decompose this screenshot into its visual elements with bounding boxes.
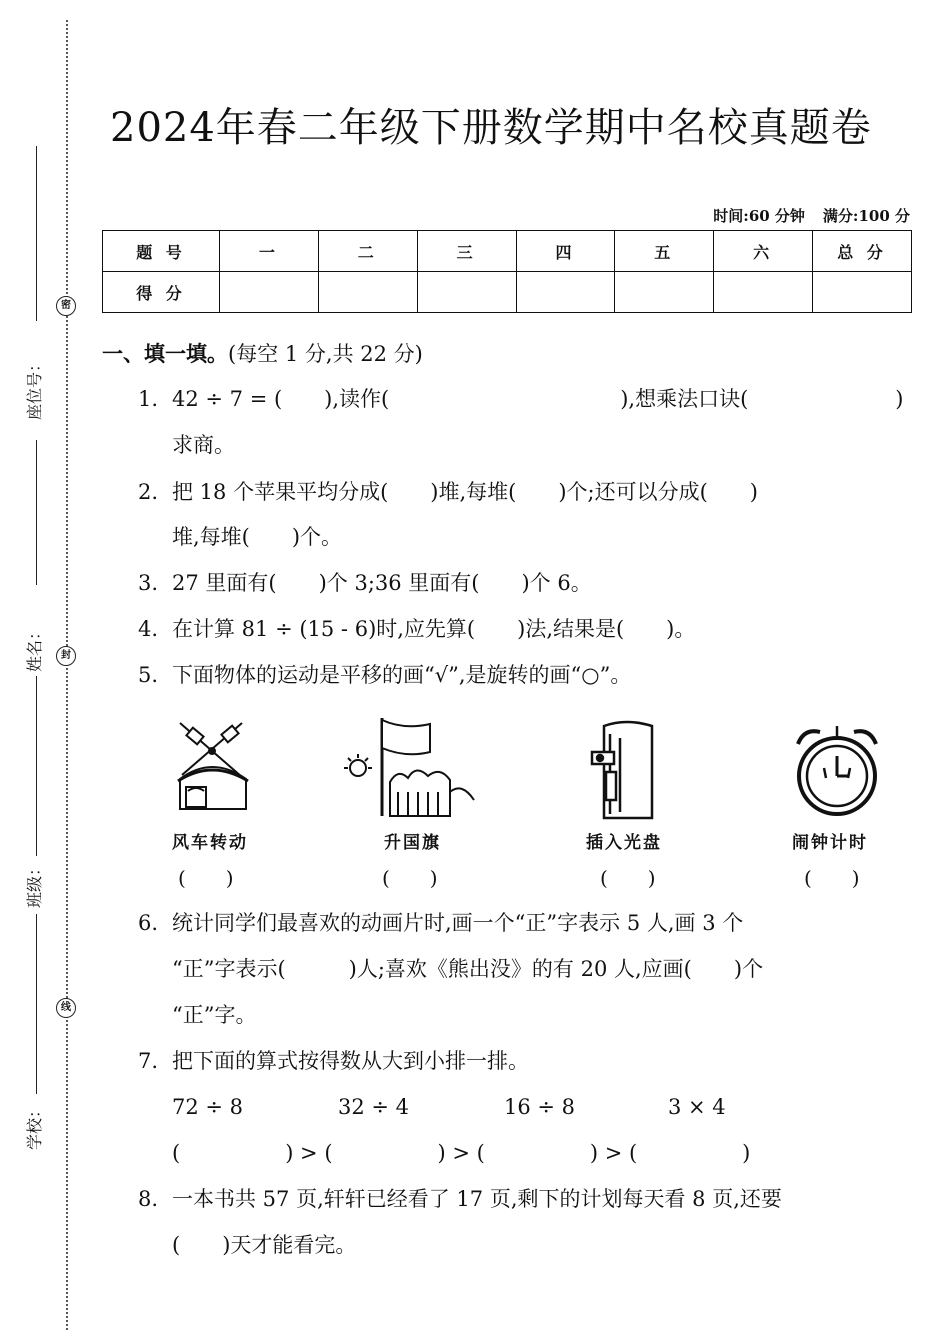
score-table-header-row xyxy=(103,231,912,272)
seal-xian: 线 xyxy=(56,998,76,1018)
q1-line1: 42 ÷ 7 = ( ),读作( ),想乘法口诀( ) xyxy=(172,387,904,411)
q8-line2: ( )天才能看完。 xyxy=(172,1233,357,1257)
score-header-cell: 五 xyxy=(615,231,714,272)
q8-line1: 一本书共 57 页,轩轩已经看了 17 页,剩下的计划每天看 8 页,还要 xyxy=(172,1187,782,1211)
score-header-cell: 三 xyxy=(417,231,516,272)
seat-line xyxy=(36,146,37,321)
score-table-score-row xyxy=(103,272,912,313)
q6-line2: “正”字表示( )人;喜欢《熊出没》的有 20 人,应画( )个 xyxy=(172,957,764,981)
q5-number: 5. xyxy=(138,663,159,687)
flag-icon xyxy=(342,712,482,820)
score-cell[interactable] xyxy=(318,272,417,313)
q1-number: 1. xyxy=(138,387,159,411)
seat-label: 座位号： xyxy=(25,355,44,420)
q5-item-label: 升国旗 xyxy=(384,833,441,853)
score-cell[interactable] xyxy=(516,272,615,313)
class-label: 班级： xyxy=(25,859,44,908)
q6-number: 6. xyxy=(138,911,159,935)
binding-dotted-line xyxy=(66,20,68,1330)
q2-line1: 把 18 个苹果平均分成( )堆,每堆( )个;还可以分成( ) xyxy=(172,480,758,504)
windmill-icon xyxy=(168,715,258,815)
score-cell[interactable] xyxy=(714,272,813,313)
score-table xyxy=(102,230,912,313)
name-label: 姓名： xyxy=(25,623,44,672)
q5-answer-blank[interactable]: ( ) xyxy=(178,866,234,890)
alarm-clock-icon xyxy=(792,722,882,822)
q7-line1: 把下面的算式按得数从大到小排一排。 xyxy=(172,1049,529,1073)
q2-number: 2. xyxy=(138,480,159,504)
q5-item-label: 插入光盘 xyxy=(586,833,662,853)
score-header-cell: 四 xyxy=(516,231,615,272)
score-header-cell: 总 分 xyxy=(813,231,912,272)
q8-number: 8. xyxy=(138,1187,159,1211)
seal-mi: 密 xyxy=(56,296,76,316)
q5-answer-blank[interactable]: ( ) xyxy=(600,866,656,890)
q7-order-line[interactable]: ( ) > ( ) > ( ) > ( ) xyxy=(172,1141,751,1165)
full-score: 满分:100 分 xyxy=(822,207,910,225)
school-label: 学校： xyxy=(25,1101,44,1150)
section-1-title: 一、填一填。 xyxy=(102,341,228,366)
section-1-heading xyxy=(102,338,423,368)
school-line xyxy=(36,914,37,1094)
exam-info xyxy=(713,205,910,226)
q5-line1: 下面物体的运动是平移的画“√”,是旋转的画“○”。 xyxy=(172,663,632,687)
time-limit: 时间:60 分钟 xyxy=(713,207,805,225)
q7-expr: 32 ÷ 4 xyxy=(338,1095,410,1119)
q6-line1: 统计同学们最喜欢的动画片时,画一个“正”字表示 5 人,画 3 个 xyxy=(172,911,744,935)
cd-player-icon xyxy=(586,718,666,822)
q4-number: 4. xyxy=(138,617,159,641)
score-header-cell: 六 xyxy=(714,231,813,272)
score-cell[interactable] xyxy=(417,272,516,313)
name-line-top xyxy=(36,440,37,585)
q6-line3: “正”字。 xyxy=(172,1003,257,1027)
q3-number: 3. xyxy=(138,571,159,595)
q7-expr: 72 ÷ 8 xyxy=(172,1095,244,1119)
q5-answer-blank[interactable]: ( ) xyxy=(804,866,860,890)
q5-item-label: 风车转动 xyxy=(172,833,248,853)
q7-expr: 3 × 4 xyxy=(668,1095,726,1119)
q7-number: 7. xyxy=(138,1049,159,1073)
score-cell[interactable] xyxy=(615,272,714,313)
score-header-cell: 二 xyxy=(318,231,417,272)
score-cell[interactable] xyxy=(220,272,319,313)
section-1-note: (每空 1 分,共 22 分) xyxy=(228,342,423,366)
score-row-label: 得 分 xyxy=(103,272,220,313)
q3-line1: 27 里面有( )个 3;36 里面有( )个 6。 xyxy=(172,571,592,595)
score-header-cell: 一 xyxy=(220,231,319,272)
q2-line2: 堆,每堆( )个。 xyxy=(172,525,343,549)
page-title: 2024年春二年级下册数学期中名校真题卷 xyxy=(110,105,872,151)
q7-expr: 16 ÷ 8 xyxy=(504,1095,576,1119)
q4-line1: 在计算 81 ÷ (15 - 6)时,应先算( )法,结果是( )。 xyxy=(172,617,696,641)
q1-line2: 求商。 xyxy=(172,433,235,457)
score-cell[interactable] xyxy=(813,272,912,313)
q5-answer-blank[interactable]: ( ) xyxy=(382,866,438,890)
q5-item-label: 闹钟计时 xyxy=(792,833,868,853)
score-header-cell: 题 号 xyxy=(103,231,220,272)
class-line xyxy=(36,676,37,856)
seal-feng: 封 xyxy=(56,646,76,666)
